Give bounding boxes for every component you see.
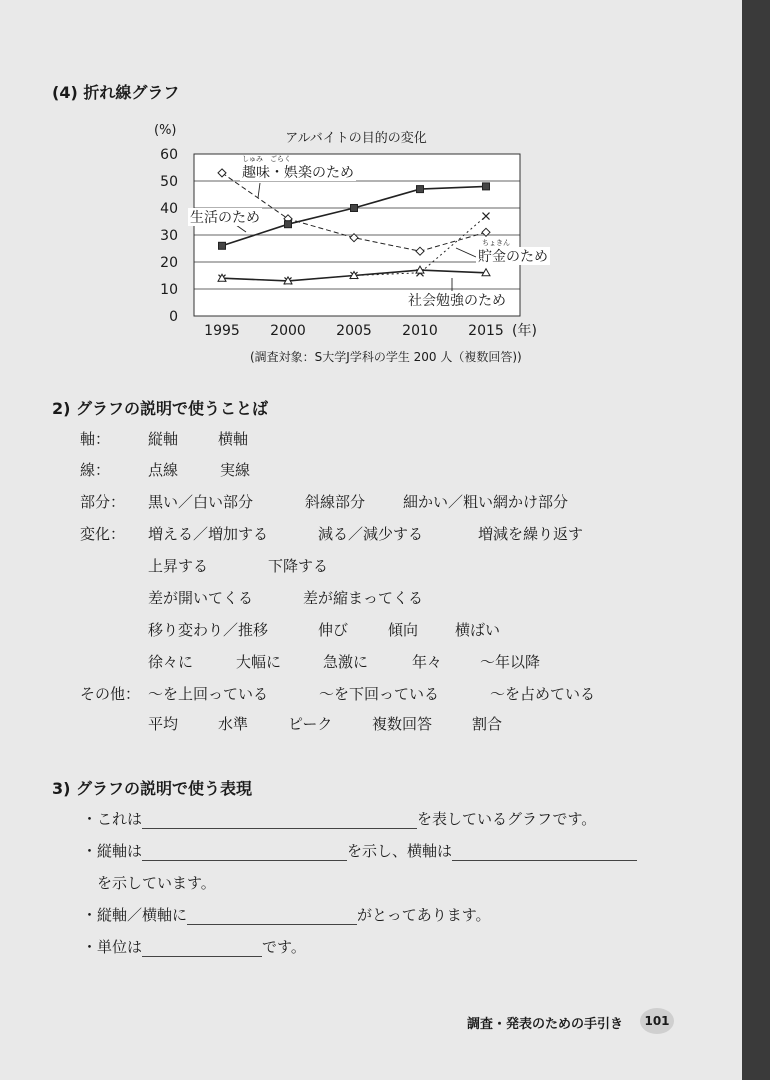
series-label-2: 生活のため: [190, 210, 260, 226]
data-point: [483, 183, 490, 190]
blank-5: [142, 940, 262, 957]
data-point: [417, 186, 424, 193]
chart-title: アルバイトの目的の変化: [285, 131, 427, 146]
expression-section-heading: 3) グラフの説明で使う表現: [52, 779, 253, 798]
vocab-word: ～を上回っている: [148, 685, 269, 703]
expression-1-start: ・これは: [82, 810, 143, 828]
x-tick-label: 2005: [336, 323, 372, 339]
y-tick-label: 60: [160, 147, 178, 163]
expression-2-continued: を示しています。: [97, 874, 216, 892]
series-label-4: 社会勉強のため: [408, 293, 506, 309]
x-tick-label: 2000: [270, 323, 306, 339]
vocab-word: 移り変わり／推移: [148, 621, 269, 639]
line-chart-svg: [140, 118, 570, 348]
series-label-1: 趣味・娯楽のため: [242, 165, 354, 181]
vocab-word: 斜線部分: [305, 493, 366, 511]
expression-4-start: ・単位は: [82, 938, 143, 956]
vocab-category: その他：: [80, 685, 141, 703]
vocab-word: ピーク: [288, 715, 333, 733]
vocab-category: 部分：: [80, 493, 126, 511]
graph-section-heading: (4) 折れ線グラフ: [52, 83, 180, 102]
expression-1: [82, 808, 596, 829]
vocab-word: 差が開いてくる: [148, 589, 254, 607]
vocab-word: 傾向: [388, 621, 419, 639]
vocab-word: 縦軸: [148, 430, 179, 448]
vocab-category: 軸：: [80, 430, 111, 448]
vocab-category: 線：: [80, 461, 111, 479]
series-label-3: 貯金のため: [478, 249, 548, 265]
data-point: [351, 205, 358, 212]
expression-3: [82, 904, 491, 925]
expression-1-end: を表しているグラフです。: [417, 810, 597, 828]
vocab-word: 増える／増加する: [148, 525, 269, 543]
vocab-word: 上昇する: [148, 557, 209, 575]
y-tick-label: 10: [160, 282, 178, 298]
blank-4: [187, 908, 357, 925]
expression-2-middle: を示し、横軸は: [347, 842, 453, 860]
expression-3-start: ・縦軸／横軸に: [82, 906, 188, 924]
vocab-word: 横ばい: [455, 621, 501, 639]
y-tick-label: 50: [160, 174, 178, 190]
blank-1: [142, 812, 417, 829]
vocab-word: 割合: [472, 715, 503, 733]
vocab-word: 実線: [220, 461, 251, 479]
data-point: [219, 242, 226, 249]
y-tick-label: 40: [160, 201, 178, 217]
expression-3-end: がとってあります。: [357, 906, 491, 924]
vocab-word: 徐々に: [148, 653, 194, 671]
vocab-word: 複数回答: [372, 715, 433, 733]
vocab-word: 横軸: [218, 430, 249, 448]
vocab-word: 水準: [218, 715, 249, 733]
footer-title: 調査・発表のための手引き: [467, 1017, 624, 1032]
vocab-word: 大幅に: [236, 653, 282, 671]
expression-4-end: です。: [262, 938, 306, 956]
x-axis-unit-label: (年): [512, 323, 537, 339]
y-tick-label: 30: [160, 228, 178, 244]
page-number: 101: [640, 1008, 674, 1034]
ruby-saving: ちょきん: [482, 239, 510, 247]
vocab-category: 変化：: [80, 525, 126, 543]
vocab-word: 急激に: [323, 653, 369, 671]
vocab-word: 減る／減少する: [318, 525, 424, 543]
vocab-word: ～年以降: [480, 653, 541, 671]
line-chart: [140, 118, 570, 368]
expression-4: [82, 936, 306, 957]
vocab-word: ～を占めている: [490, 685, 596, 703]
data-point: [285, 221, 292, 228]
vocab-word: 細かい／粗い網かけ部分: [403, 493, 569, 511]
y-axis-unit-label: (%): [154, 123, 177, 138]
blank-2: [142, 844, 347, 861]
y-tick-label: 20: [160, 255, 178, 271]
vocab-word: 下降する: [268, 557, 329, 575]
vocab-word: 増減を繰り返す: [478, 525, 584, 543]
chart-caption: (調査対象：S大学J学科の学生 200 人（複数回答)): [250, 350, 522, 364]
x-tick-label: 2010: [402, 323, 438, 339]
vocab-word: 平均: [148, 715, 179, 733]
x-tick-label: 1995: [204, 323, 240, 339]
vocab-word: 黒い／白い部分: [148, 493, 254, 511]
y-tick-label: 0: [169, 309, 178, 325]
vocab-word: ～を下回っている: [319, 685, 440, 703]
vocab-word: 伸び: [318, 621, 349, 639]
ruby-hobby: しゅみ ごらく: [242, 155, 291, 163]
vocab-section-heading: 2) グラフの説明で使うことば: [52, 399, 269, 418]
vocab-word: 年々: [412, 653, 443, 671]
vocab-word: 点線: [148, 461, 179, 479]
blank-3: [452, 844, 637, 861]
expression-2-start: ・縦軸は: [82, 842, 143, 860]
x-tick-label: 2015: [468, 323, 504, 339]
vocab-word: 差が縮まってくる: [303, 589, 424, 607]
expression-2: [82, 840, 637, 861]
